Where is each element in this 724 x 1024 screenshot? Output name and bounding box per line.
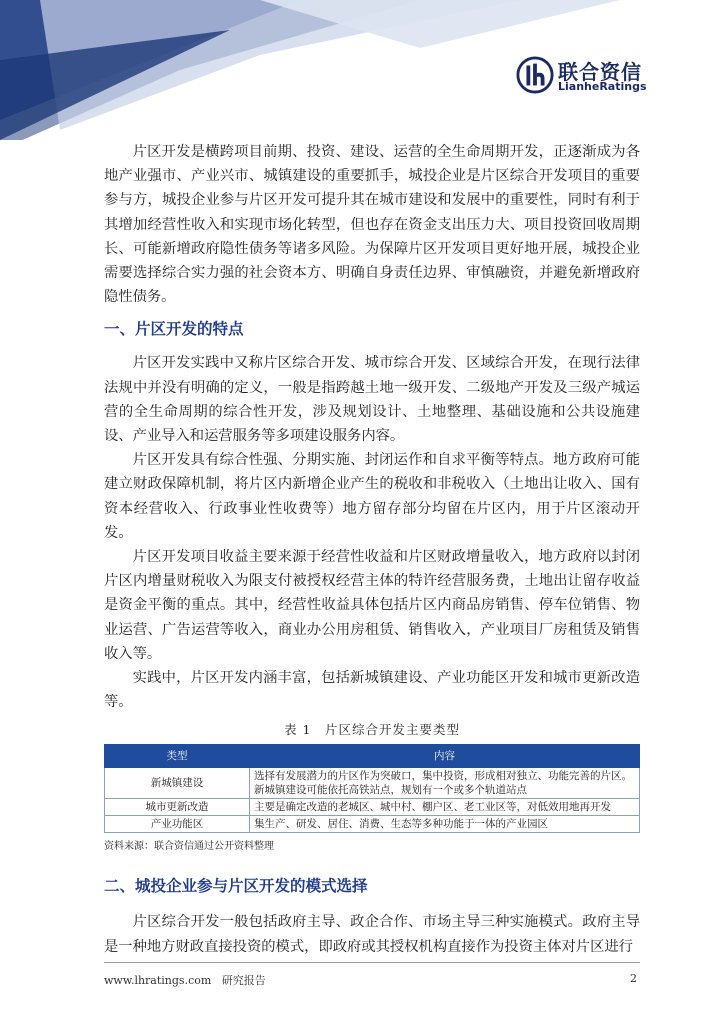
footer-report-label: 研究报告 [221, 974, 266, 987]
table-cell-content: 选择有发展潜力的片区作为突破口，集中投资，形成相对独立、功能完善的片区。新城镇建设可能依托高铁站点，规划有一个或多个轨道站点 [250, 768, 640, 799]
table-row [105, 768, 640, 799]
table-cell-type: 城市更新改造 [105, 799, 250, 816]
logo-text-en: LianheRatings [558, 80, 647, 93]
page-number: 2 [630, 972, 637, 985]
development-types-table [104, 744, 640, 833]
logo-text-cn: 联合资信 [558, 60, 642, 84]
table-row [105, 799, 640, 816]
footer-left [104, 972, 266, 988]
footer-website-link[interactable]: www.lhratings.com [104, 974, 212, 987]
lianhe-logo [516, 54, 646, 96]
section-1-paragraph: 实践中，片区开发内涵丰富，包括新城镇建设、产业功能区开发和城市更新改造等。 [104, 670, 640, 711]
table-cell-content: 集生产、研发、居住、消费、生态等多种功能于一体的产业园区 [250, 816, 640, 833]
section-1-paragraph: 片区开发具有综合性强、分期实施、封闭运作和自求平衡等特点。地方政府可能建立财政保障机制，将片区内新增企业产生的税收和非税收入（土地出让收入、国有资本经营收入、行政事业性收费等）地方留存部分均留在片区内，用于片区滚动开发。 [104, 452, 640, 541]
table-caption: 表 1 片区综合开发主要类型 [284, 722, 460, 738]
table-header-type: 类型 [105, 745, 250, 768]
section-1-paragraph: 片区开发实践中又称片区综合开发、城市综合开发、区域综合开发，在现行法律法规中并没有明确的定义，一般是指跨越土地一级开发、二级地产开发及三级产城运营的全生命周期的综合性开发，涉及规划设计、土地整理、基础设施和公共设施建设、产业导入和运营服务等多项建设服务内容。 [104, 355, 640, 445]
intro-paragraph: 片区开发是横跨项目前期、投资、建设、运营的全生命周期开发，正逐渐成为各地产业强市、产业兴市、城镇建设的重要抓手，城投企业是片区综合开发项目的重要参与方，城投企业参与片区开发可提升其在城市建设和发展中的重要性，同时有利于其增加经营性收入和实现市场化转型，但也存在资金支出压力大、项目投资回收周期长、可能新增政府隐性债务等诸多风险。为保障片区开发项目更好地开展，城投企业需要选择综合实力强的社会资本方、明确自身责任边界、审慎融资，并避免新增政府隐性债务。 [104, 144, 640, 306]
table-header-content: 内容 [250, 745, 640, 768]
table-source-note: 资料来源：联合资信通过公开资料整理 [104, 841, 274, 853]
document-body [104, 140, 640, 959]
section-1-heading: 一、片区开发的特点 [104, 320, 244, 339]
table-cell-content: 主要是确定改造的老城区、城中村、棚户区、老工业区等，对低效用地再开发 [250, 799, 640, 816]
table-row [105, 816, 640, 833]
footer-divider [104, 962, 640, 963]
section-2-heading: 二、城投企业参与片区开发的模式选择 [104, 877, 368, 896]
section-2-paragraph: 片区综合开发一般包括政府主导、政企合作、市场主导三种实施模式。政府主导是一种地方财政直接投资的模式，即政府或其授权机构直接作为投资主体对片区进行 [104, 914, 640, 955]
table-cell-type: 产业功能区 [105, 816, 250, 833]
section-1-paragraph: 片区开发项目收益主要来源于经营性收益和片区财政增量收入，地方政府以封闭片区内增量财税收入为限支付被授权经营主体的特许经营服务费，土地出让留存收益是资金平衡的重点。其中，经营性收益具体包括片区内商品房销售、停车位销售、物业运营、广告运营等收入，商业办公用房租赁、销售收入，产业项目厂房租赁及销售收入等。 [104, 549, 640, 662]
table-cell-type: 新城镇建设 [105, 768, 250, 799]
lianhe-logo-icon [516, 56, 554, 94]
